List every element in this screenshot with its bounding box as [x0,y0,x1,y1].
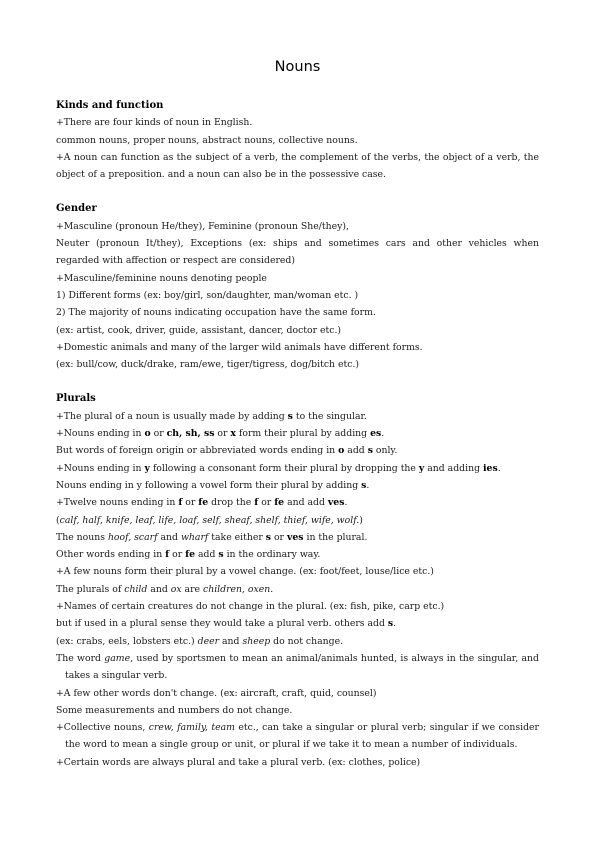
paragraph [56,615,539,632]
paragraph [56,581,539,598]
keyword: ies [483,462,498,474]
text-run: or [214,428,231,440]
keyword: s [265,531,271,543]
text-run: , used by sportsmen to mean an animal/animals hunted, is always in the singular, and takes a singular verb. [65,652,539,682]
text-run: . [381,428,385,440]
text-run: add [195,549,219,561]
section-plurals [56,390,539,771]
text-run: and add [284,497,328,509]
text-run: and [157,531,181,543]
keyword: ves [327,497,345,509]
keyword: o [144,428,151,440]
paragraph: Some measurements and numbers do not change. [56,704,293,716]
keyword: s [387,618,394,630]
paragraph: +Names of certain creatures do not change in the plural. (ex: fish, pike, carp etc.) [56,601,445,613]
text-run: form their plural by adding [235,428,371,440]
text-run: take either [208,531,266,543]
text-run: to the singular. [292,410,367,422]
section-gender [56,200,539,373]
text-run: +Nouns ending in [56,462,145,474]
paragraph [56,529,539,546]
document-body [56,97,539,788]
text-run: +Collective nouns, [56,722,149,734]
keyword: x [230,428,236,440]
keyword: s [218,549,224,561]
paragraph [56,494,539,511]
keyword: o [338,445,345,457]
text-run: Nouns ending in y following a vowel form their plural by adding [56,479,362,491]
text-run: or [182,497,199,509]
text-run: and adding [424,462,483,474]
text-run: . [366,479,370,491]
example-words: children, oxen. [203,583,274,595]
example-words: wharf [180,531,209,543]
example-words: ox [170,583,182,595]
text-run: The word [56,652,105,664]
text-run: . [497,462,501,474]
text-run: The nouns [56,531,108,543]
text-run: or [258,497,275,509]
keyword: y [144,462,150,474]
text-run: drop the [208,497,255,509]
paragraph [56,477,539,494]
paragraph: +A noun can function as the subject of a verb, the complement of the verbs, the object of a verb, the object of a preposition. and a noun can also be in the possessive case. [56,151,539,181]
paragraph: Neuter (pronoun It/they), Exceptions (ex: ships and sometimes cars and other vehicles when regarded with affection or respect are considered) [56,238,539,267]
page-title: Nouns [274,59,321,75]
paragraph: +Masculine/feminine nouns denoting people [56,272,267,284]
text-run: +Twelve nouns ending in [56,497,179,509]
paragraph: +Certain words are always plural and take a plural verb. (ex: clothes, police) [56,756,421,768]
text-run: and [219,635,243,647]
text-run: (ex: crabs, eels, lobsters etc.) [56,635,198,647]
paragraph: 2) The majority of nouns indicating occupation have the same form. [56,307,376,319]
text-run: or [150,428,167,440]
paragraph: +A few nouns form their plural by a vowel change. (ex: foot/feet, louse/lice etc.) [56,566,434,578]
paragraph: +Masculine (pronoun He/they), Feminine (pronoun She/they), [56,220,349,232]
section-heading: Gender [56,203,97,215]
paragraph [56,408,539,425]
text-run: or [169,549,186,561]
paragraph: 1) Different forms (ex: boy/girl, son/daughter, man/woman etc. ) [56,289,359,301]
keyword: s [367,445,373,457]
text-run: in the ordinary way. [223,549,321,561]
keyword: fe [198,497,209,509]
keyword: s [361,479,367,491]
paragraph: +There are four kinds of noun in English. [56,117,253,129]
paragraph: (ex: artist, cook, driver, guide, assistant, dancer, doctor etc.) [56,324,342,336]
text-run: but if used in a plural sense they would take a plural verb. others add [56,618,388,630]
paragraph: common nouns, proper nouns, abstract nouns, collective nouns. [56,134,358,146]
example-words: sheep [242,635,271,647]
paragraph: +A few other words don't change. (ex: aircraft, craft, quid, counsel) [56,687,377,699]
keyword: ch, sh, ss [166,428,215,440]
paragraph [56,460,539,477]
text-run: ( [56,514,60,526]
example-words: crew, family, team [148,722,235,734]
text-run: ) [359,514,363,526]
text-run: . [393,618,397,630]
paragraph [56,650,539,685]
keyword: fe [274,497,285,509]
text-run: +Nouns ending in [56,428,145,440]
text-run: only. [372,445,398,457]
text-run: The plurals of [56,583,125,595]
text-run: following a consonant form their plural by dropping the [149,462,419,474]
section-heading: Kinds and function [56,100,164,111]
paragraph [56,546,539,563]
paragraph [56,719,539,754]
keyword: f [254,497,259,509]
text-run: in the plural. [303,531,368,543]
example-words: child [124,583,148,595]
keyword: es [370,428,382,440]
paragraph [56,425,539,442]
example-words: calf, half, knife, leaf, life, loaf, self, sheaf, shelf, thief, wife, wolf. [59,514,360,526]
text-run: do not change. [270,635,344,647]
keyword: s [287,410,293,422]
text-run: +The plural of a noun is usually made by adding [56,410,288,422]
text-run: etc., can take a singular or plural verb; singular if we consider the word to mean a single group or unit, or plural if we take it to mean a number of individuals. [65,722,539,751]
text-run: But words of foreign origin or abbreviated words ending in [56,445,339,457]
keyword: fe [185,549,196,561]
section-heading: Plurals [56,393,96,405]
keyword: f [178,497,183,509]
text-run: and [147,583,171,595]
section-kinds-and-function [56,97,539,183]
keyword: ves [286,531,304,543]
paragraph [56,512,539,529]
keyword: y [418,462,425,474]
paragraph: (ex: bull/cow, duck/drake, ram/ewe, tiger/tigress, dog/bitch etc.) [56,359,360,371]
example-words: game [104,652,131,664]
text-run: are [181,583,203,595]
text-run: or [271,531,287,543]
text-run: Other words ending in [56,549,166,561]
paragraph [56,633,539,650]
text-run: . [344,497,348,509]
example-words: deer [197,635,220,647]
example-words: hoof, scarf [107,531,158,543]
paragraph [56,442,539,459]
paragraph: +Domestic animals and many of the larger wild animals have different forms. [56,341,423,353]
keyword: f [165,549,170,561]
text-run: add [344,445,368,457]
